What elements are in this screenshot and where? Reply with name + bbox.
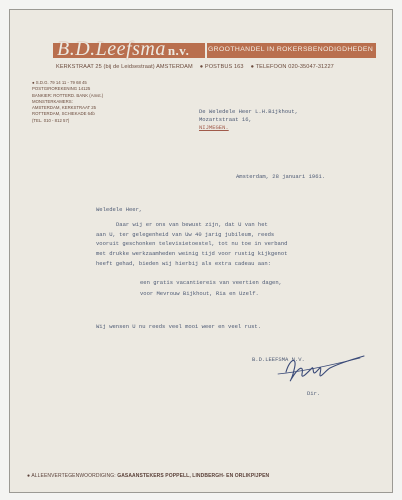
letterhead-tagline: GROOTHANDEL IN ROKERSBENODIGDHEDEN: [208, 46, 374, 53]
info-line: ROTTERDAM, SCHIEKADE 64b: [32, 111, 95, 117]
letterhead-address-line: [56, 64, 341, 70]
company-signature-line: B.D.LEEFSMA N.V.: [252, 356, 305, 363]
letter-sheet: [9, 9, 393, 493]
closing-line: Wij wensen U nu reeds veel mooi weer en veel rust.: [96, 323, 262, 330]
addressee-name: De Weledele Heer L.H.Bijkhout,: [199, 108, 299, 115]
logo-suffix: n.v.: [167, 43, 190, 58]
letterhead-footer: [27, 473, 269, 479]
logo-main: B.D.Leefsma: [57, 38, 166, 60]
footer-prefix: ● ALLEENVERTEGENWOORDIGING:: [27, 473, 116, 479]
info-line: BANKIER: ROTTERD. BANK (Amst.): [32, 92, 104, 98]
company-info-block: [32, 80, 103, 124]
offer-line: een gratis vacantiereis van veertien dagen,: [140, 279, 282, 286]
body-line: Daar wij er ons van bewust zijn, dat U van het: [116, 221, 268, 228]
company-logo: [57, 38, 189, 61]
company-postbus: ● POSTBUS 163: [199, 64, 244, 70]
addressee-block: [199, 108, 298, 132]
salutation: Weledele Heer,: [96, 206, 143, 213]
letterhead-divider: [205, 43, 207, 58]
info-line: ● S.D.G. 79 14 11 - 79 68 45: [32, 80, 87, 85]
body-line: vooruit geschonken televisietoestel, tot nu toe in verband: [96, 240, 288, 248]
letter-date: Amsterdam, 28 januari 1961.: [236, 173, 326, 180]
info-line: (TEL. 010 - 812 57): [32, 117, 70, 123]
handwritten-signature: [268, 350, 368, 390]
addressee-street: Mozartstraat 16,: [199, 116, 252, 123]
offer-paragraph: [140, 278, 282, 299]
body-paragraph: [96, 220, 288, 269]
company-phone: ● TELEFOON 020-35047-31227: [250, 64, 334, 70]
company-address: KERKSTRAAT 25 (bij de Leidsestraat) AMSTERDAM: [56, 64, 193, 70]
signer-title: Dir.: [307, 390, 321, 397]
info-line: POSTGIROREKENING 14125: [32, 86, 91, 92]
body-line: aan U, ter gelegenheid van Uw 40 jarig jubileum, reeds: [96, 230, 275, 238]
footer-brands: GASAANSTEKERS POPPELL, LINDBERGH- EN ORLIKPIJPEN: [117, 473, 270, 479]
body-line: met drukke werkzaamheden weinig tijd voor rustig kijkgenot: [96, 250, 288, 258]
addressee-city: NIJMEGEN.: [199, 124, 229, 131]
info-line: AMSTERDAM, KERKSTRAAT 25: [32, 105, 97, 111]
body-line: heeft gehad, bieden wij hierbij als extra cadeau aan:: [96, 259, 271, 267]
offer-line: voor Mevrouw Bijkhout, Ria en Uzelf.: [140, 289, 259, 297]
info-line: MONSTERKAMERS:: [32, 98, 73, 104]
